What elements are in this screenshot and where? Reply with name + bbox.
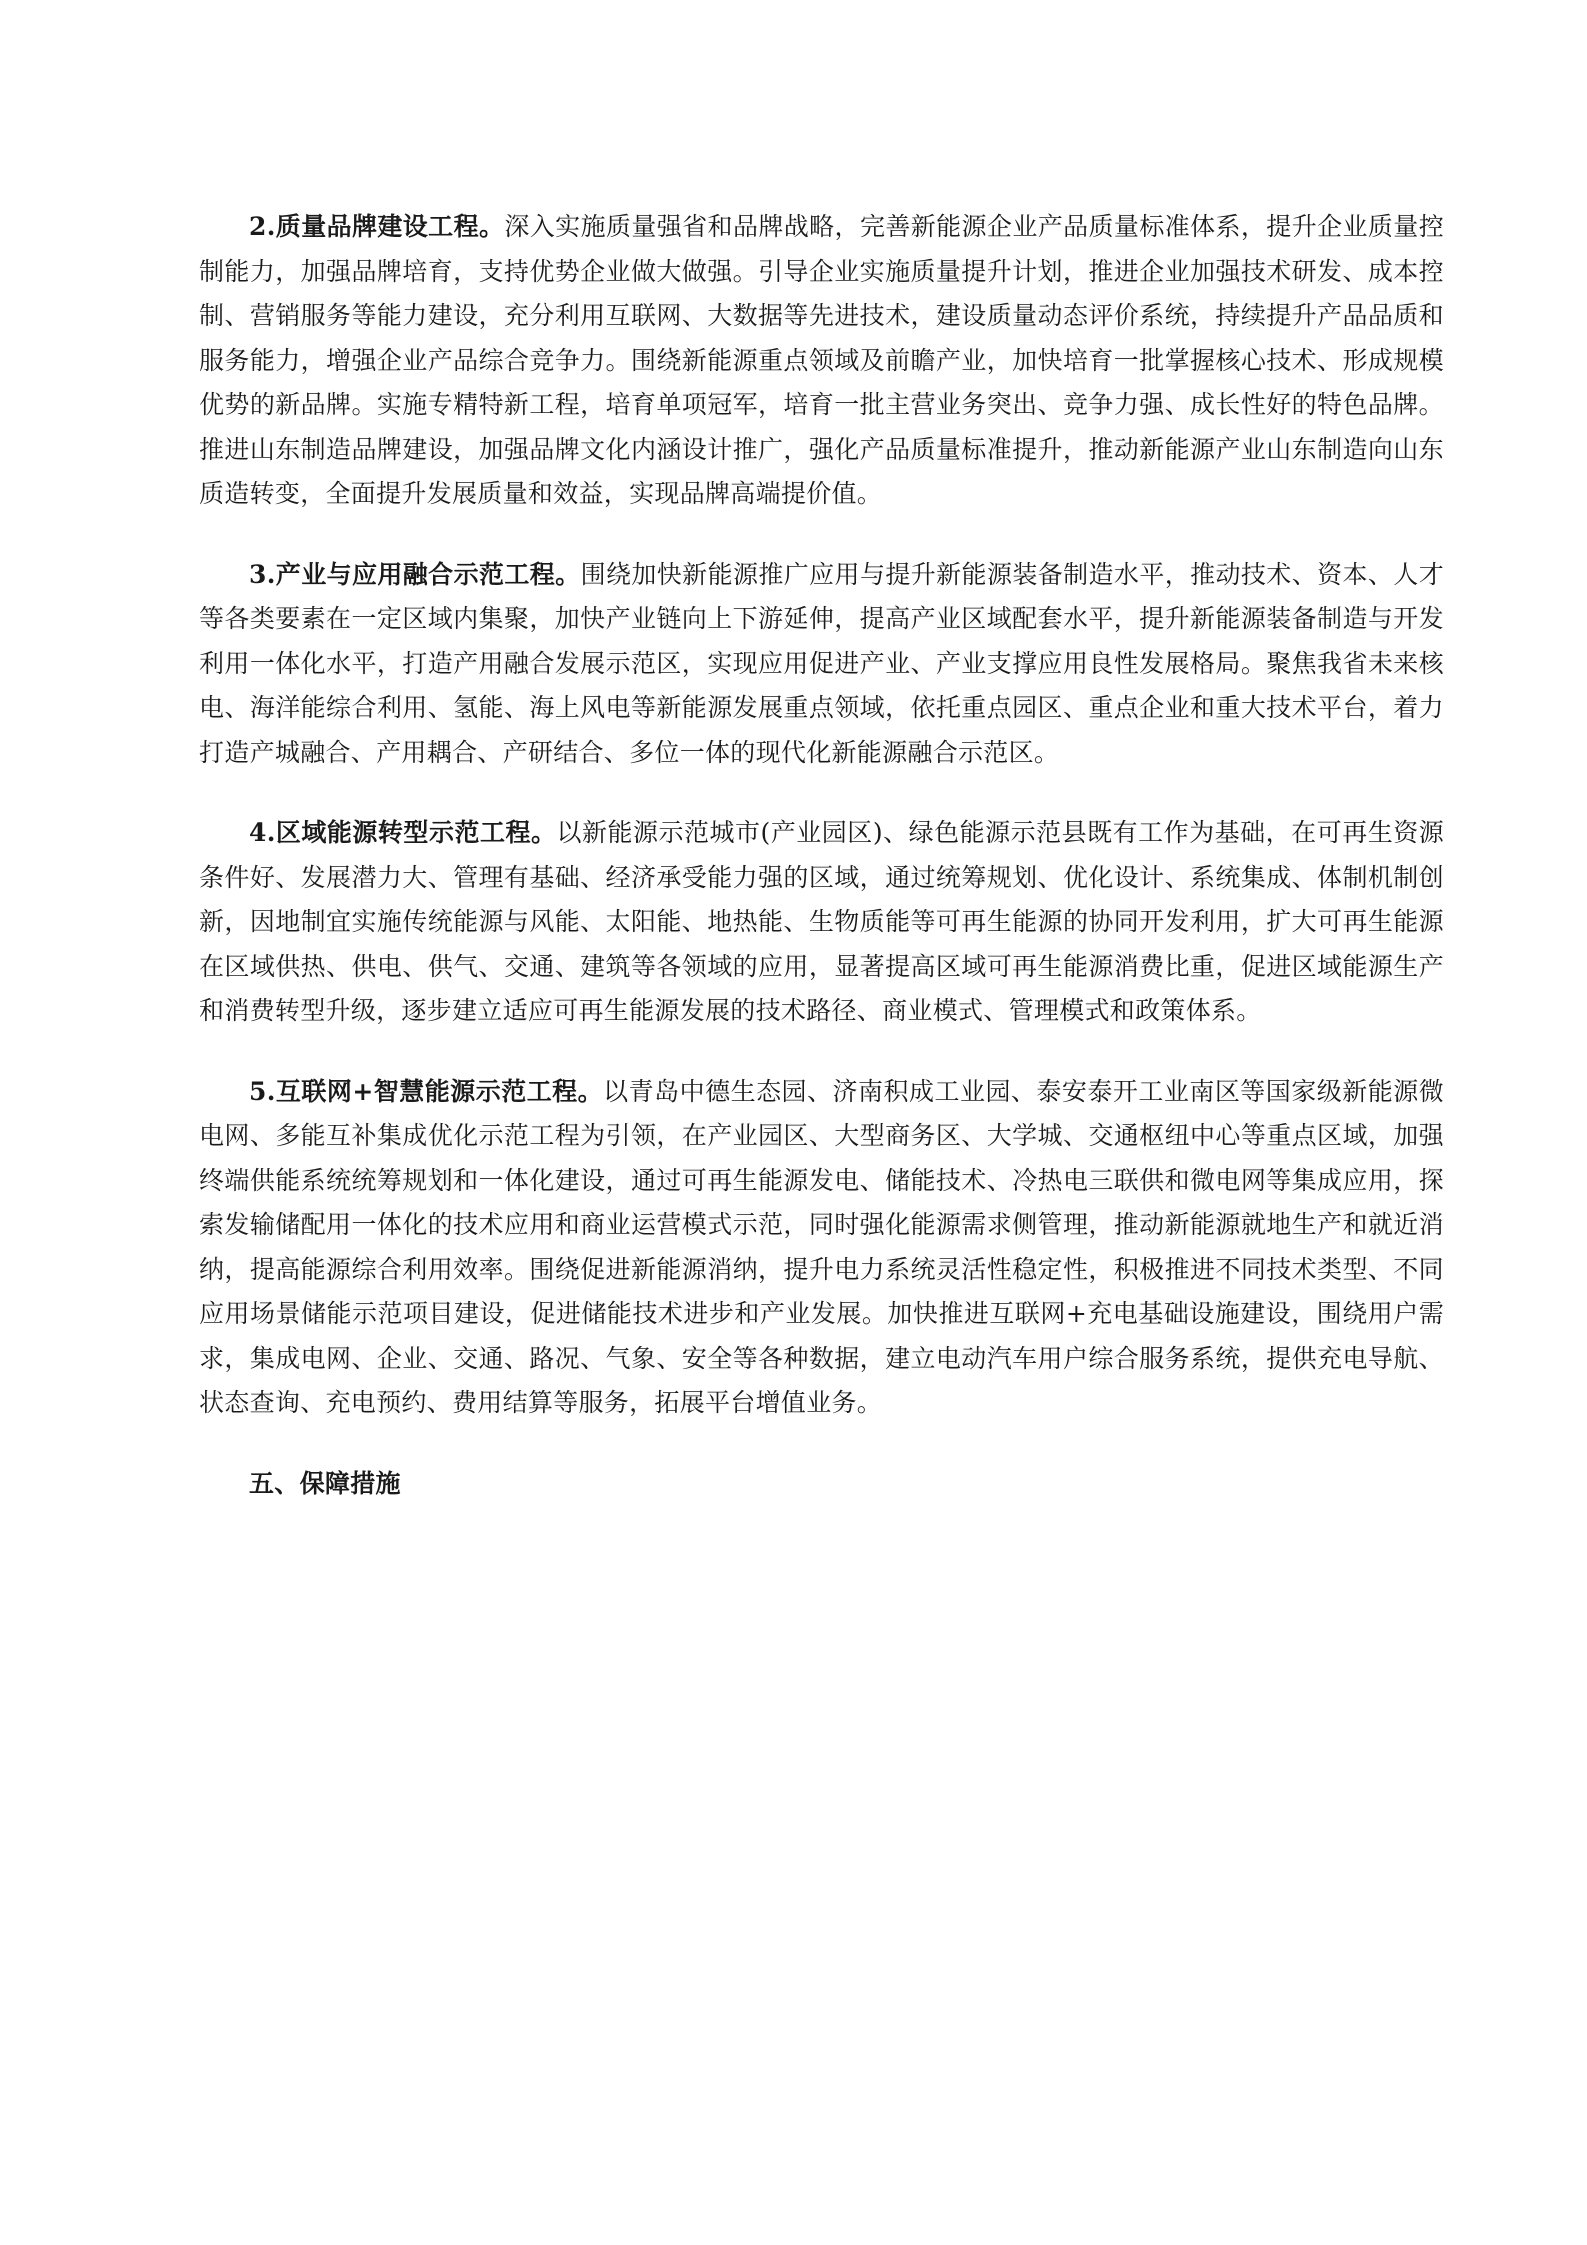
- paragraph-title: 5.互联网+智慧能源示范工程。: [249, 1076, 604, 1106]
- paragraph-body: 以青岛中德生态园、济南积成工业园、泰安泰开工业南区等国家级新能源微电网、多能互补集成优化示范工程为引领，在产业园区、大型商务区、大学城、交通枢纽中心等重点区域，加强终端供能系统统筹规划和一体化建设，通过可再生能源发电、储能技术、冷热电三联供和微电网等集成应用，探索发输储配用一体化的技术应用和商业运营模式示范，同时强化能源需求侧管理，推动新能源就地生产和就近消纳，提高能源综合利用效率。围绕促进新能源消纳，提升电力系统灵活性稳定性，积极推进不同技术类型、不同应用场景储能示范项目建设，促进储能技术进步和产业发展。加快推进互联网+充电基础设施建设，围绕用户需求，集成电网、企业、交通、路况、气象、安全等各种数据，建立电动汽车用户综合服务系统，提供充电导航、状态查询、充电预约、费用结算等服务，拓展平台增值业务。: [199, 1076, 1445, 1417]
- paragraph-title: 3.产业与应用融合示范工程。: [249, 559, 581, 589]
- paragraph-internet-energy: [199, 1070, 1444, 1426]
- paragraph-body: 深入实施质量强省和品牌战略，完善新能源企业产品质量标准体系，提升企业质量控制能力，加强品牌培育，支持优势企业做大做强。引导企业实施质量提升计划，推进企业加强技术研发、成本控制、营销服务等能力建设，充分利用互联网、大数据等先进技术，建设质量动态评价系统，持续提升产品品质和服务能力，增强企业产品综合竞争力。围绕新能源重点领域及前瞻产业，加快培育一批掌握核心技术、形成规模优势的新品牌。实施专精特新工程，培育单项冠军，培育一批主营业务突出、竞争力强、成长性好的特色品牌。推进山东制造品牌建设，加强品牌文化内涵设计推广，强化产品质量标准提升，推动新能源产业山东制造向山东质造转变，全面提升发展质量和效益，实现品牌高端提价值。: [199, 212, 1444, 508]
- paragraph-title: 4.区域能源转型示范工程。: [249, 818, 557, 847]
- section-heading: 五、保障措施: [249, 1468, 401, 1498]
- paragraph-industry-application: [199, 553, 1444, 776]
- paragraph-title: 2.质量品牌建设工程。: [249, 212, 505, 241]
- paragraph-regional-energy: [199, 811, 1444, 1034]
- paragraph-quality-brand: [199, 205, 1444, 517]
- paragraph-body: 围绕加快新能源推广应用与提升新能源装备制造水平，推动技术、资本、人才等各类要素在一定区域内集聚，加快产业链向上下游延伸，提高产业区域配套水平，提升新能源装备制造与开发利用一体化水平，打造产用融合发展示范区，实现应用促进产业、产业支撑应用良性发展格局。聚焦我省未来核电、海洋能综合利用、氢能、海上风电等新能源发展重点领域，依托重点园区、重点企业和重大技术平台，着力打造产城融合、产用耦合、产研结合、多位一体的现代化新能源融合示范区。: [199, 559, 1444, 767]
- paragraph-body: 以新能源示范城市(产业园区)、绿色能源示范县既有工作为基础，在可再生资源条件好、发展潜力大、管理有基础、经济承受能力强的区域，通过统筹规划、优化设计、系统集成、体制机制创新，因地制宜实施传统能源与风能、太阳能、地热能、生物质能等可再生能源的协同开发利用，扩大可再生能源在区域供热、供电、供气、交通、建筑等各领域的应用，显著提高区域可再生能源消费比重，促进区域能源生产和消费转型升级，逐步建立适应可再生能源发展的技术路径、商业模式、管理模式和政策体系。: [199, 818, 1445, 1025]
